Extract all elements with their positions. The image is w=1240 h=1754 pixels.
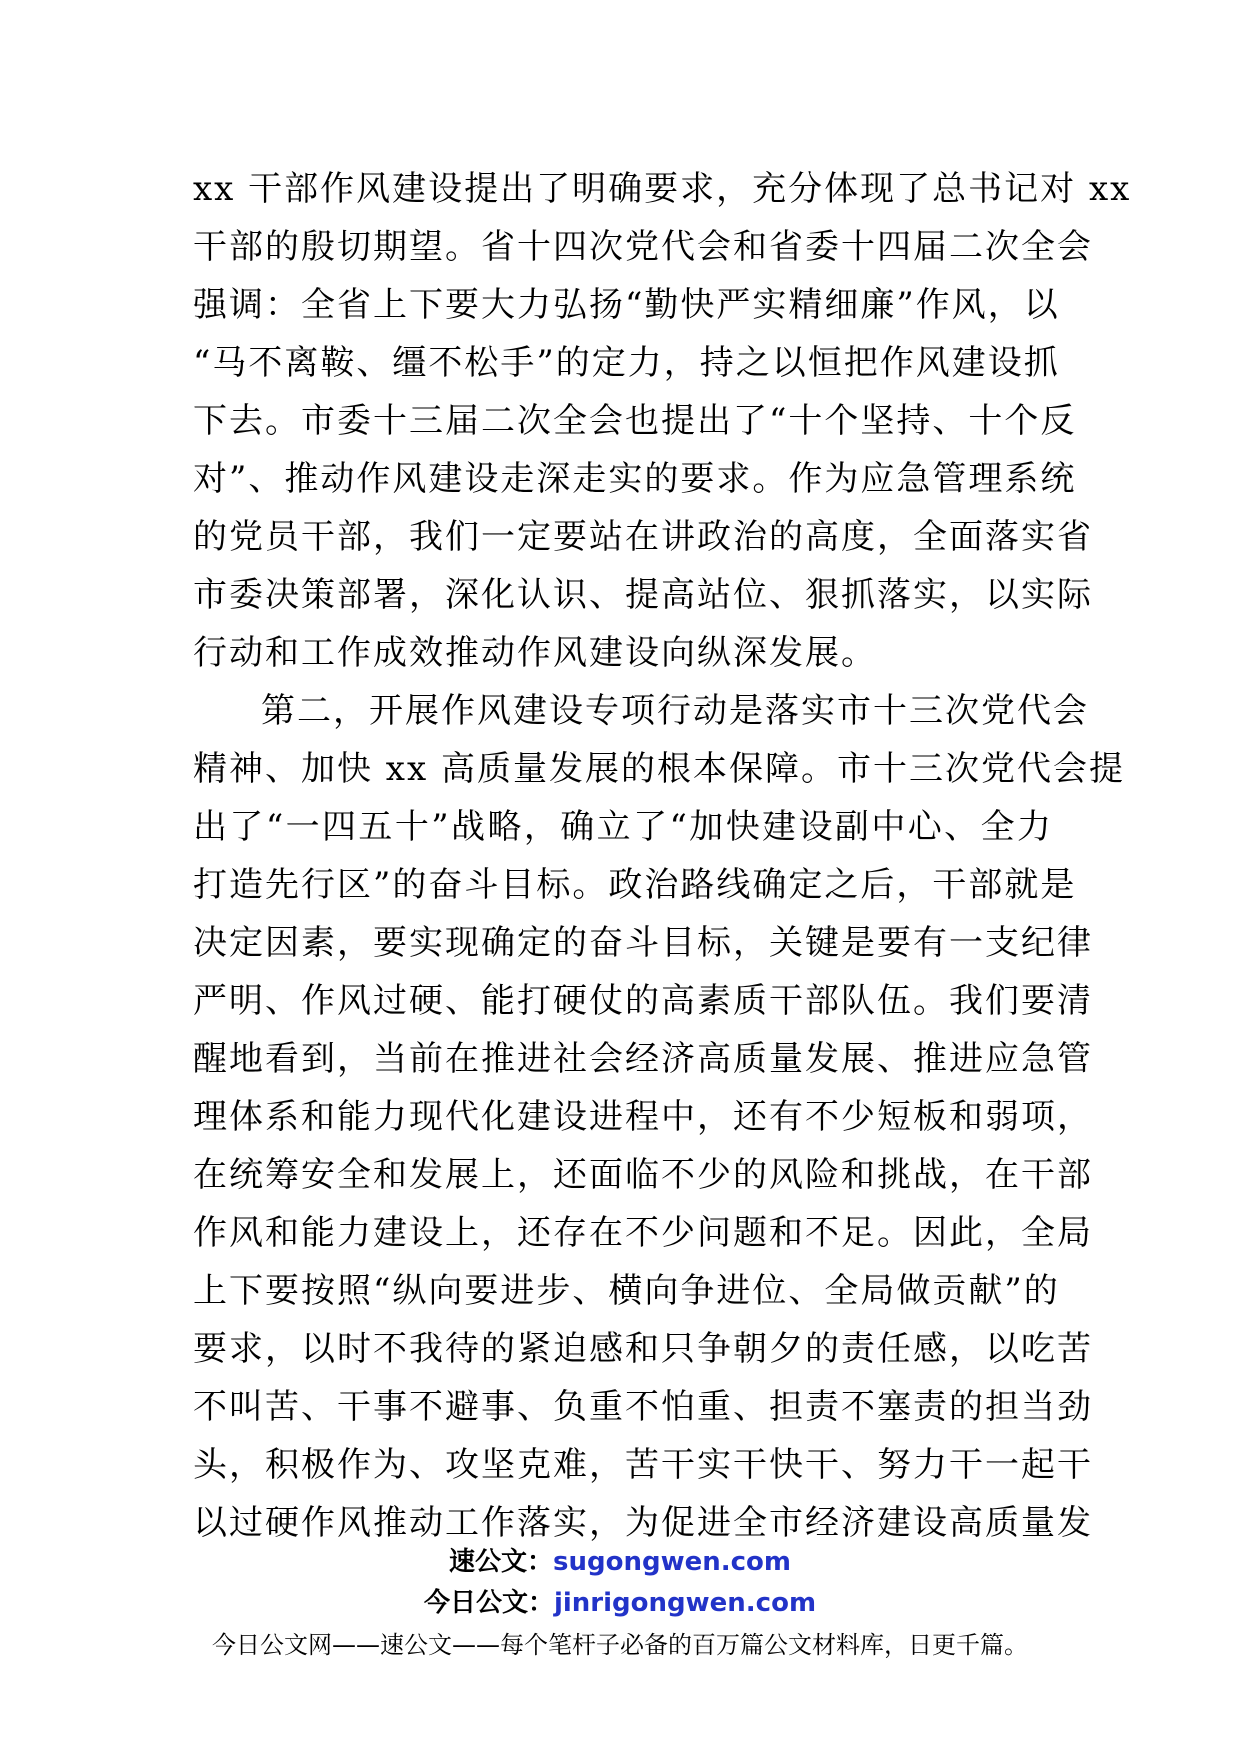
sugongwen-link[interactable]: sugongwen.com	[553, 1547, 791, 1577]
footer-jinrigongwen	[0, 1585, 1240, 1621]
text-line: 理体系和能力现代化建设进程中，还有不少短板和弱项，	[193, 1097, 1093, 1137]
footer-tagline: 今日公文网——速公文——每个笔杆子必备的百万篇公文材料库，日更千篇。	[212, 1631, 1028, 1659]
text-line: “马不离鞍、缰不松手”的定力，持之以恒把作风建设抓	[193, 343, 1060, 383]
text-line: 强调：全省上下要大力弘扬“勤快严实精细廉”作风，以	[193, 285, 1060, 325]
text-line: 对”、推动作风建设走深走实的要求。作为应急管理系统	[193, 459, 1077, 499]
text-line: 以过硬作风推动工作落实，为促进全市经济建设高质量发	[193, 1503, 1093, 1543]
text-line: 市委决策部署，深化认识、提高站位、狠抓落实，以实际	[193, 575, 1093, 615]
text-line: 上下要按照“纵向要进步、横向争进位、全局做贡献”的	[193, 1271, 1060, 1311]
text-line: 作风和能力建设上，还存在不少问题和不足。因此，全局	[193, 1213, 1093, 1253]
text-line: 精神、加快 xx 高质量发展的根本保障。市十三次党代会提	[193, 749, 1125, 789]
text-line: 干部的殷切期望。省十四次党代会和省委十四届二次全会	[193, 227, 1093, 267]
text-line: 醒地看到，当前在推进社会经济高质量发展、推进应急管	[193, 1039, 1093, 1079]
text-line: 的党员干部，我们一定要站在讲政治的高度，全面落实省	[193, 517, 1093, 557]
text-line: 要求，以时不我待的紧迫感和只争朝夕的责任感，以吃苦	[193, 1329, 1093, 1369]
text-line: 行动和工作成效推动作风建设向纵深发展。	[193, 633, 877, 673]
text-line: 下去。市委十三届二次全会也提出了“十个坚持、十个反	[193, 401, 1077, 441]
text-line: 在统筹安全和发展上，还面临不少的风险和挑战，在干部	[193, 1155, 1093, 1195]
text-line: 出了“一四五十”战略，确立了“加快建设副中心、全力	[193, 807, 1053, 847]
footer-sugongwen	[0, 1544, 1240, 1580]
text-line: xx 干部作风建设提出了明确要求，充分体现了总书记对 xx	[193, 169, 1132, 209]
jinrigongwen-link[interactable]: jinrigongwen.com	[553, 1588, 817, 1618]
text-line: 决定因素，要实现确定的奋斗目标，关键是要有一支纪律	[193, 923, 1093, 963]
document-body	[193, 160, 1132, 1552]
text-line: 打造先行区”的奋斗目标。政治路线确定之后，干部就是	[193, 865, 1077, 905]
footer-label: 速公文：	[448, 1547, 553, 1577]
footer-label: 今日公文：	[423, 1588, 554, 1618]
text-line: 头，积极作为、攻坚克难，苦干实干快干、努力干一起干	[193, 1445, 1093, 1485]
paragraph-start-line: 第二，开展作风建设专项行动是落实市十三次党代会	[261, 691, 1089, 731]
text-line: 不叫苦、干事不避事、负重不怕重、担责不塞责的担当劲	[193, 1387, 1093, 1427]
text-line: 严明、作风过硬、能打硬仗的高素质干部队伍。我们要清	[193, 981, 1093, 1021]
